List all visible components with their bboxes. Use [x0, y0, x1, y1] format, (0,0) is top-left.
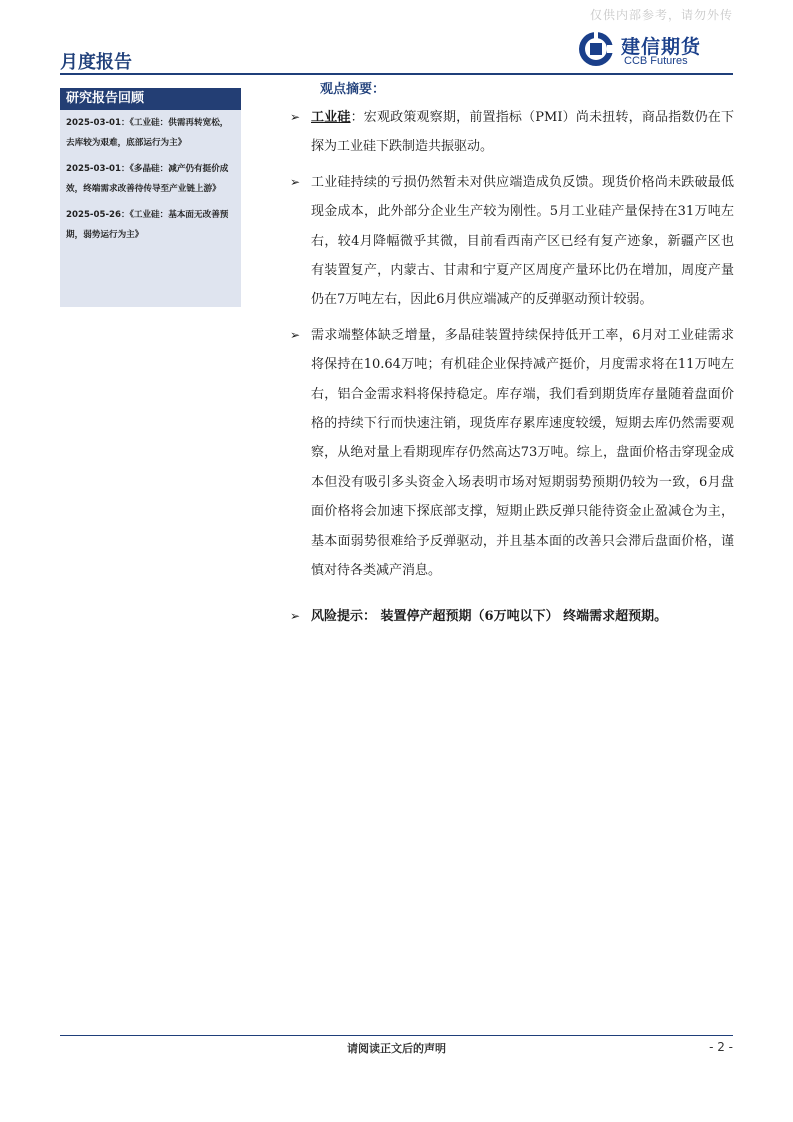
report-review-item[interactable]: 2025-05-26：《工业硅：基本面无改善预期，弱势运行为主》: [66, 210, 229, 240]
logo-chinese-name: 建信期货: [621, 36, 702, 58]
bullet-text: 需求端整体缺乏增量，多晶硅装置持续保持低开工率，6月对工业硅需求将保持在10.64万吨；有机硅企业保持减产挺价，月度需求将在11万吨左右，铝合金需求料将保持稳定。库存端，我们看到期货库存量随着盘面价格的持续下行而快速注销，现货库存累库速度较缓，短期去库仍然需要观察，从绝对量上看期现库存仍然高达73万吨。综上，盘面价格击穿现金成本但没有吸引多头资金入场表明市场对短期弱势预期仍较为一致，6月盘面价格将会加速下探底部支撑，短期止跌反弹只能待资金止盈减仓为主，基本面弱势很难给予反弹驱动，并且基本面的改善只会滞后盘面价格，谨慎对待各类减产消息。: [311, 327, 734, 579]
logo-english-name: CCB Futures: [624, 55, 688, 67]
page-number: - 2 -: [709, 1040, 733, 1054]
footer-divider: [60, 1035, 733, 1036]
bullet-text: ：宏观政策观察期，前置指标（PMI）尚未扭转，商品指数仍在下探为工业硅下跌制造共振驱动。: [311, 110, 734, 155]
disclaimer-note: 请阅读正文后的声明: [347, 1042, 446, 1055]
main-content: [290, 75, 734, 631]
bullet-arrow-icon: ➢: [290, 110, 301, 124]
sidebar-title: 研究报告回顾: [60, 88, 241, 110]
bullet-text: 工业硅持续的亏损仍然暂未对供应端造成负反馈。现货价格尚未跌破最低现金成本，此外部分企业生产较为刚性。5月工业硅产量保持在31万吨左右，较4月降幅微乎其微，目前看西南产区已经有复产迹象，新疆产区也有装置复产，内蒙古、甘肃和宁夏产区周度产量环比仍在增加，周度产量仍在7万吨左右，因此6月供应端减产的反弹驱动预计较弱。: [311, 174, 734, 308]
risk-text: 风险提示： 装置停产超预期（6万吨以下） 终端需求超预期。: [311, 608, 668, 624]
summary-title: 观点摘要：: [320, 82, 386, 97]
bullet-arrow-icon: ➢: [290, 608, 301, 623]
bullet-arrow-icon: ➢: [290, 174, 301, 189]
summary-bullet: [290, 168, 734, 315]
bullet-arrow-icon: ➢: [290, 327, 301, 342]
ccb-logo-icon: [577, 30, 615, 68]
watermark-text: 仅供内部参考，请勿外传: [589, 8, 733, 22]
report-type-label: 月度报告: [60, 52, 132, 73]
report-review-item[interactable]: 2025-03-01：《工业硅：供需再转宽松，去库较为艰难，底部运行为主》: [66, 118, 229, 148]
report-review-sidebar: [60, 88, 241, 307]
company-logo: [577, 30, 737, 70]
summary-bullet: [290, 103, 734, 162]
report-review-item[interactable]: 2025-03-01：《多晶硅：减产仍有挺价成效，终端需求改善待传导至产业链上游》: [66, 164, 229, 194]
bullet-label: 工业硅: [311, 110, 351, 125]
summary-bullet: [290, 321, 734, 586]
risk-warning: [290, 602, 734, 631]
